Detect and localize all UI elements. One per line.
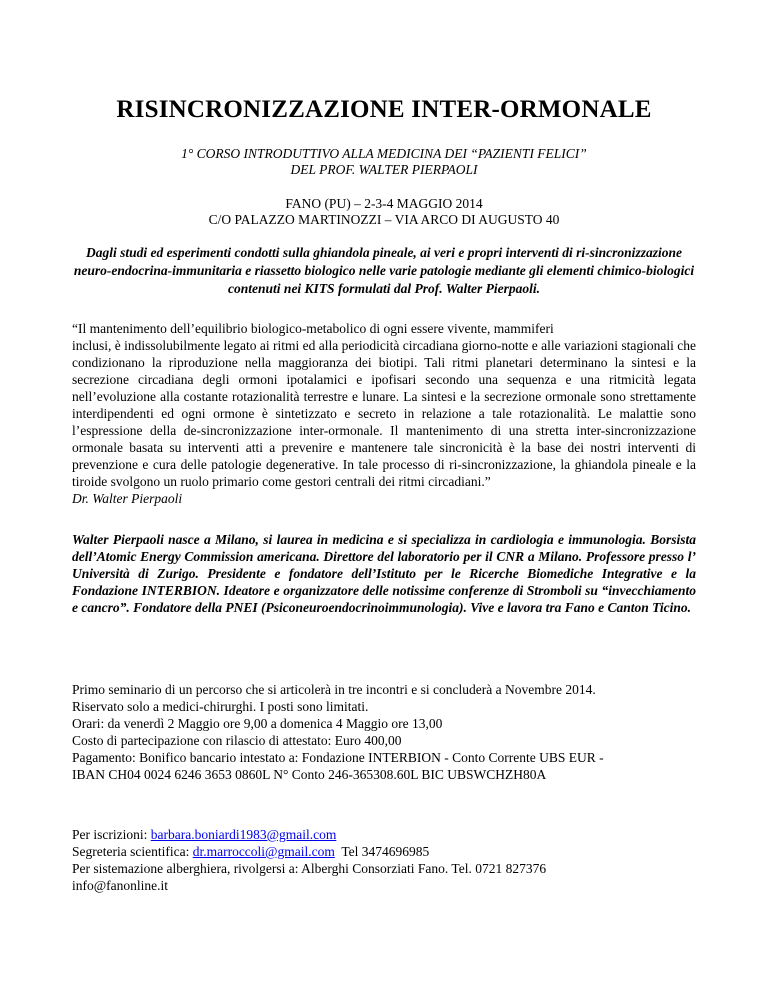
alberghi-line: Per sistemazione alberghiera, rivolgersi a: Alberghi Consorziati Fano. Tel. 0721 827376 (72, 861, 547, 876)
segreteria-phone: Tel 3474696985 (334, 844, 430, 859)
quote-paragraph (72, 320, 696, 507)
segreteria-label: Segreteria scientifica: (72, 844, 193, 859)
document-title: RISINCRONIZZAZIONE INTER-ORMONALE (116, 96, 652, 123)
course-subtitle (0, 146, 768, 178)
segreteria-line (72, 843, 696, 860)
bio-paragraph: Walter Pierpaoli nasce a Milano, si laurea in medicina e si specializza in cardiologia e immunologia. Borsista dell’Atomic Energy Commission americana. Direttore del laboratorio per il CNR a Milano. Professore presso l’ Università di Zurigo. Presidente e fondatore dell’Istituto per le Ricerche Biomediche Integrative e la Fondazione INTERBION. Ideatore e organizzatore delle notissime conferenze di Stromboli su “invecchiamento e cancro”. Fondatore della PNEI (Psiconeuroendocrinoimmunologia). Vive e lavora tra Fano e Canton Ticino. (72, 532, 696, 615)
seminar-info (72, 681, 696, 783)
intro-paragraph: Dagli studi ed esperimenti condotti sulla ghiandola pineale, ai veri e propri interventi di ri-sincronizzazione neuro-endocrina-immunitaria e riassetto biologico nelle varie patologie mediante gli elementi chimico-biologici contenuti nei KITS formulati dal Prof. Walter Pierpaoli. (73, 245, 695, 296)
subtitle-line-1: 1° CORSO INTRODUTTIVO ALLA MEDICINA DEI “PAZIENTI FELICI” (181, 146, 587, 161)
venue-date: FANO (PU) – 2-3-4 MAGGIO 2014 (285, 196, 483, 211)
quote-signature: Dr. Walter Pierpaoli (72, 491, 183, 506)
venue-address: C/O PALAZZO MARTINOZZI – VIA ARCO DI AUGUSTO 40 (208, 212, 560, 227)
quote-first-line: “Il mantenimento dell’equilibrio biologico-metabolico di ogni essere vivente, mammiferi (72, 321, 554, 336)
segreteria-email-link[interactable]: dr.marroccoli@gmail.com (192, 844, 335, 859)
contacts-block (72, 826, 696, 894)
info-line: Pagamento: Bonifico bancario intestato a: Fondazione INTERBION - Conto Corrente UBS EUR - (72, 750, 604, 765)
info-line: IBAN CH04 0024 6246 3653 0860L N° Conto 246-365308.60L BIC UBSWCHZH80A (72, 767, 547, 782)
info-line: Costo di partecipazione con rilascio di attestato: Euro 400,00 (72, 733, 402, 748)
quote-body: inclusi, è indissolubilmente legato ai ritmi ed alla periodicità circadiana giorno-notte e alle variazioni stagionali che condizionano la riproduzione nella maggioranza dei biotipi. Tali ritmi planetari determinano la sintesi e la secrezione circadiana degli ormoni ipotalamici e ipofisari secondo una sequenza e una ritmicità legata nell’evoluzione alla costante rotazionalità terrestre e lunare. La sintesi e la secrezione ormonale sono strettamente interdipendenti ed ogni ormone è sintetizzato e secreto in relazione a tale rotazionalità. Le malattie sono l’espressione della de-sincronizzazione inter-ormonale. Il mantenimento di una stretta inter-sincronizzazione ormonale basata su interventi atti a prevenire e mantenere tale sincronicità è la base dei nostri interventi di prevenzione e cura delle patologie degenerative. In tale processo di ri-sincronizzazione, la ghiandola pineale e la tiroide svolgono un ruolo primario come gestori centrali dei ritmi circadiani.” (72, 338, 696, 489)
iscrizioni-email-link[interactable]: barbara.boniardi1983@gmail.com (150, 827, 337, 842)
venue-block (0, 196, 768, 228)
info-line: Riservato solo a medici-chirurghi. I posti sono limitati. (72, 699, 369, 714)
iscrizioni-line (72, 826, 696, 843)
fanonline-line: info@fanonline.it (72, 878, 169, 893)
iscrizioni-label: Per iscrizioni: (72, 827, 151, 842)
info-line: Orari: da venerdì 2 Maggio ore 9,00 a domenica 4 Maggio ore 13,00 (72, 716, 443, 731)
info-line: Primo seminario di un percorso che si articolerà in tre incontri e si concluderà a Novembre 2014. (72, 682, 596, 697)
subtitle-line-2: DEL PROF. WALTER PIERPAOLI (290, 162, 478, 177)
